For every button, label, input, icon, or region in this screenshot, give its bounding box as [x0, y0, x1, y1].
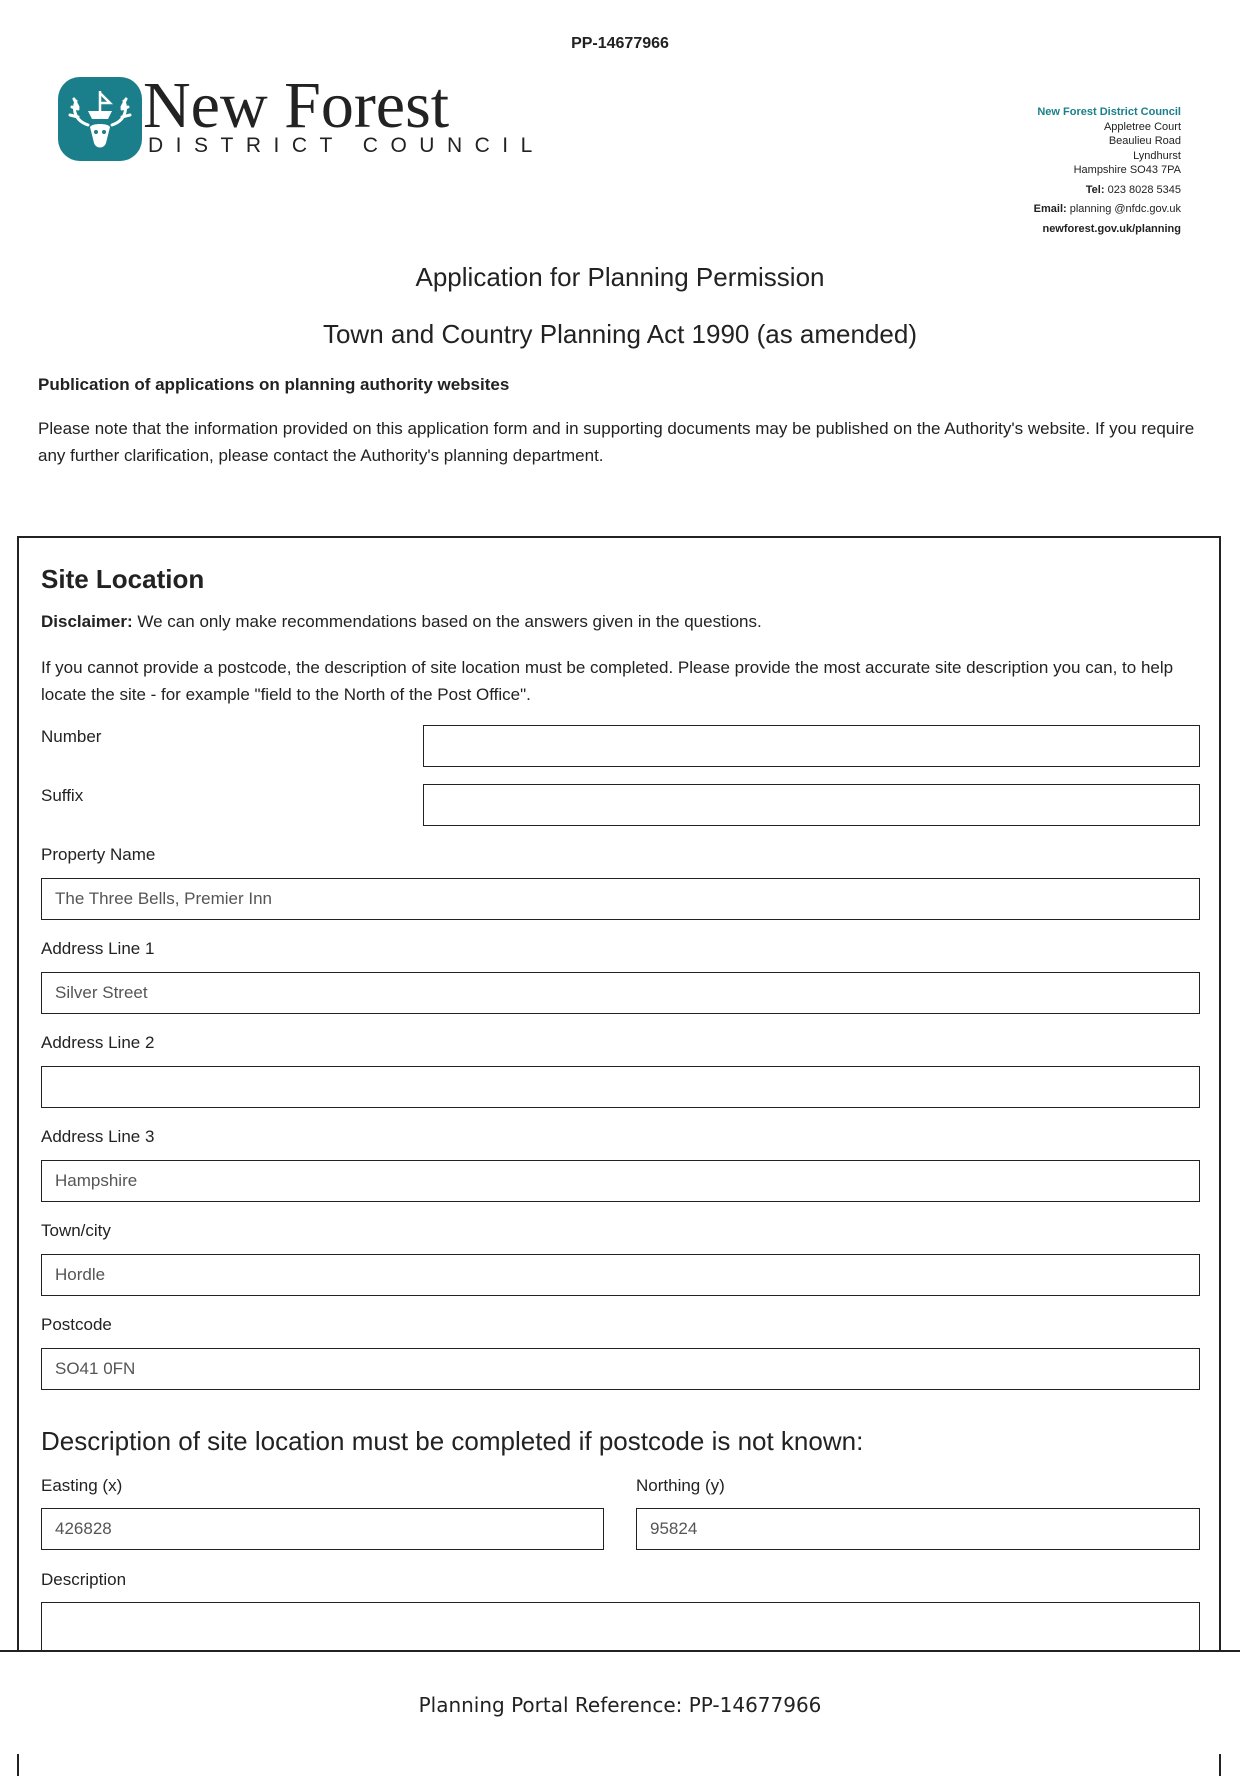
northing-field[interactable]: 95824 — [636, 1508, 1200, 1550]
footer-reference: Planning Portal Reference: PP-14677966 — [418, 1693, 822, 1717]
address-line-3-label: Address Line 3 — [41, 1127, 155, 1146]
email-label: Email: — [1033, 203, 1067, 215]
logo-name: New Forest — [143, 69, 450, 142]
number-label: Number — [41, 727, 102, 746]
page-subtitle: Town and Country Planning Act 1990 (as amended) — [322, 319, 918, 349]
postcode-field[interactable]: SO41 0FN — [41, 1348, 1200, 1390]
address-line: Appletree Court — [1103, 120, 1181, 133]
council-logo — [58, 69, 545, 162]
disclaimer-text: We can only make recommendations based on the answers given in the questions. — [132, 612, 762, 631]
address-line: Lyndhurst — [1133, 149, 1181, 162]
northing-label: Northing (y) — [636, 1476, 725, 1495]
number-field[interactable] — [423, 725, 1200, 767]
town-city-field[interactable]: Hordle — [41, 1254, 1200, 1296]
easting-label: Easting (x) — [41, 1476, 123, 1495]
email-value[interactable]: planning @nfdc.gov.uk — [1069, 203, 1181, 215]
address-line-2-label: Address Line 2 — [41, 1033, 155, 1052]
site-instructions: If you cannot provide a postcode, the description of site location must be completed. Please provide the most accurate site description you can, to help locate the site - for example "field to the North of the Post Office". — [41, 658, 1174, 704]
disclaimer — [41, 612, 762, 632]
tel-value: 023 8028 5345 — [1107, 183, 1181, 196]
description-label: Description — [41, 1570, 127, 1589]
footer-divider — [0, 1650, 1240, 1652]
suffix-label: Suffix — [41, 786, 84, 805]
address-tel — [1034, 183, 1181, 198]
address-line-1-field[interactable]: Silver Street — [41, 972, 1200, 1014]
publication-text: Please note that the information provided on this application form and in supporting documents may be published on the Authority's website. If you require any further clarification, please contact the Authority's planning department. — [38, 419, 1195, 465]
tel-label: Tel: — [1085, 183, 1105, 196]
address-line: Beaulieu Road — [1108, 135, 1181, 147]
town-city-label: Town/city — [41, 1221, 111, 1240]
postcode-label: Postcode — [41, 1315, 112, 1334]
address-line-2-field[interactable] — [41, 1066, 1200, 1108]
logo-subtitle: DISTRICT COUNCIL — [148, 134, 545, 157]
description-heading: Description of site location must be completed if postcode is not known: — [41, 1426, 864, 1456]
disclaimer-label: Disclaimer: — [41, 612, 133, 631]
property-name-field[interactable]: The Three Bells, Premier Inn — [41, 878, 1200, 920]
council-address — [1034, 105, 1181, 236]
section-title: Site Location — [41, 564, 205, 594]
property-name-label: Property Name — [41, 845, 156, 864]
address-line: Hampshire SO43 7PA — [1073, 164, 1181, 176]
council-crest-icon — [58, 77, 142, 161]
easting-field[interactable]: 426828 — [41, 1508, 604, 1550]
address-line-1-label: Address Line 1 — [41, 939, 155, 958]
top-reference: PP-14677966 — [571, 35, 669, 52]
address-organisation: New Forest District Council — [1037, 106, 1181, 118]
address-email — [1034, 202, 1181, 217]
website-link[interactable]: newforest.gov.uk/planning — [1042, 222, 1181, 235]
page-title: Application for Planning Permission — [415, 262, 825, 292]
address-website — [1034, 222, 1181, 237]
address-line-3-field[interactable]: Hampshire — [41, 1160, 1200, 1202]
suffix-field[interactable] — [423, 784, 1200, 826]
site-location-panel — [17, 536, 1221, 1776]
publication-heading: Publication of applications on planning authority websites — [38, 375, 510, 394]
